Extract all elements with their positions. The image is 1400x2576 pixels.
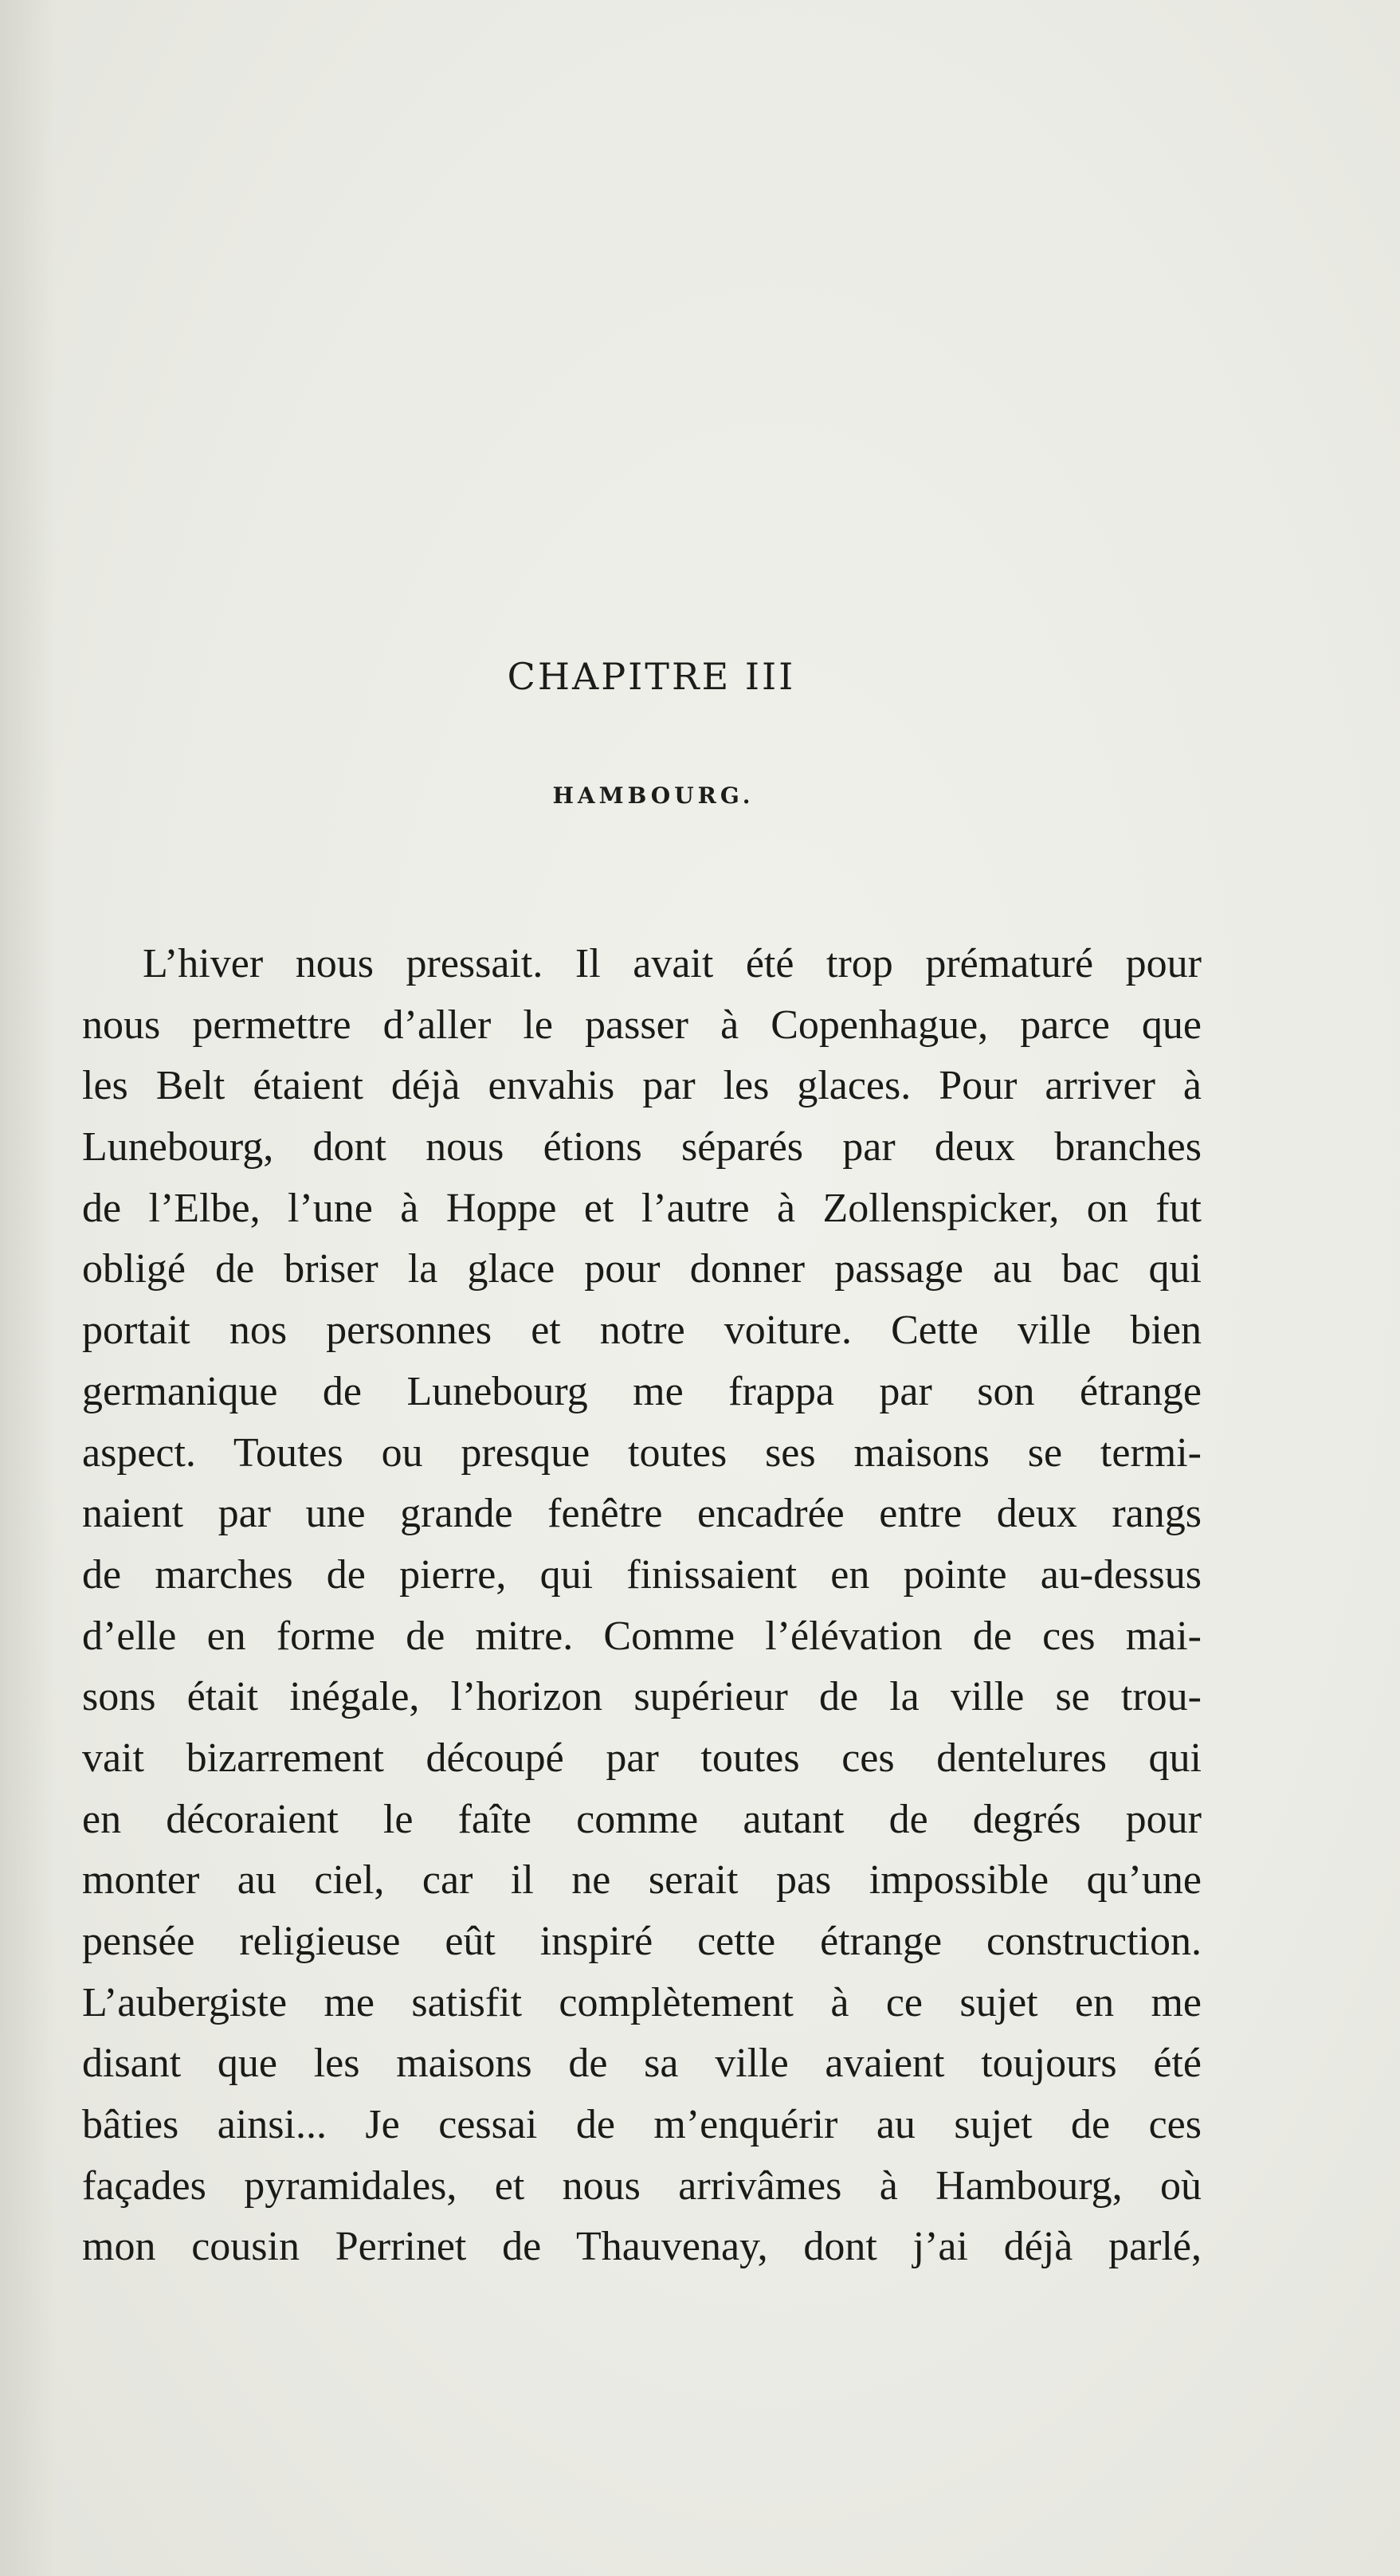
text-line: L’hiver nous pressait. Il avait été trop prématuré pour <box>143 941 1202 986</box>
text-line: vait bizarrement découpé par toutes ces dentelures qui <box>82 1735 1202 1781</box>
text-line: obligé de briser la glace pour donner passage au bac qui <box>82 1246 1202 1292</box>
chapter-title: CHAPITRE III <box>507 655 796 698</box>
text-line: L’aubergiste me satisfit complètement à ce sujet en me <box>82 1979 1202 2025</box>
bleed-through-texture <box>120 183 1203 333</box>
body-paragraph <box>82 934 1202 2278</box>
text-line: façades pyramidales, et nous arrivâmes à Hambourg, où <box>82 2162 1202 2209</box>
text-line: portait nos personnes et notre voiture. Cette ville bien <box>82 1308 1202 1354</box>
text-line: germanique de Lunebourg me frappa par son étrange <box>82 1368 1202 1414</box>
text-line: pensée religieuse eût inspiré cette étrange construction. <box>82 1919 1202 1964</box>
page-gutter-shadow <box>0 0 56 2576</box>
text-line: aspect. Toutes ou presque toutes ses maisons se termi- <box>82 1429 1202 1476</box>
text-line: mon cousin Perrinet de Thauvenay, dont j’ai déjà parlé, <box>82 2224 1202 2270</box>
text-line: nous permettre d’aller le passer à Copenhague, parce que <box>82 1002 1202 1048</box>
text-line: disant que les maisons de sa ville avaient toujours été <box>82 2041 1202 2087</box>
text-line: bâties ainsi... Je cessai de m’enquérir au sujet de ces <box>82 2102 1202 2148</box>
text-line: Lunebourg, dont nous étions séparés par deux branches <box>82 1124 1202 1170</box>
text-line: en décoraient le faîte comme autant de degrés pour <box>82 1796 1202 1842</box>
text-line: sons était inégale, l’horizon supérieur de la ville se trou- <box>82 1674 1202 1720</box>
text-line: de l’Elbe, l’une à Hoppe et l’autre à Zollenspicker, on fut <box>82 1185 1202 1231</box>
chapter-subtitle: HAMBOURG. <box>552 782 755 809</box>
text-line: naient par une grande fenêtre encadrée entre deux rangs <box>82 1491 1202 1537</box>
text-line: monter au ciel, car il ne serait pas impossible qu’une <box>82 1857 1202 1904</box>
text-line: d’elle en forme de mitre. Comme l’élévation de ces mai- <box>82 1613 1202 1659</box>
text-line: les Belt étaient déjà envahis par les glaces. Pour arriver à <box>82 1063 1202 1109</box>
text-line: de marches de pierre, qui finissaient en pointe au-dessus <box>82 1551 1202 1598</box>
